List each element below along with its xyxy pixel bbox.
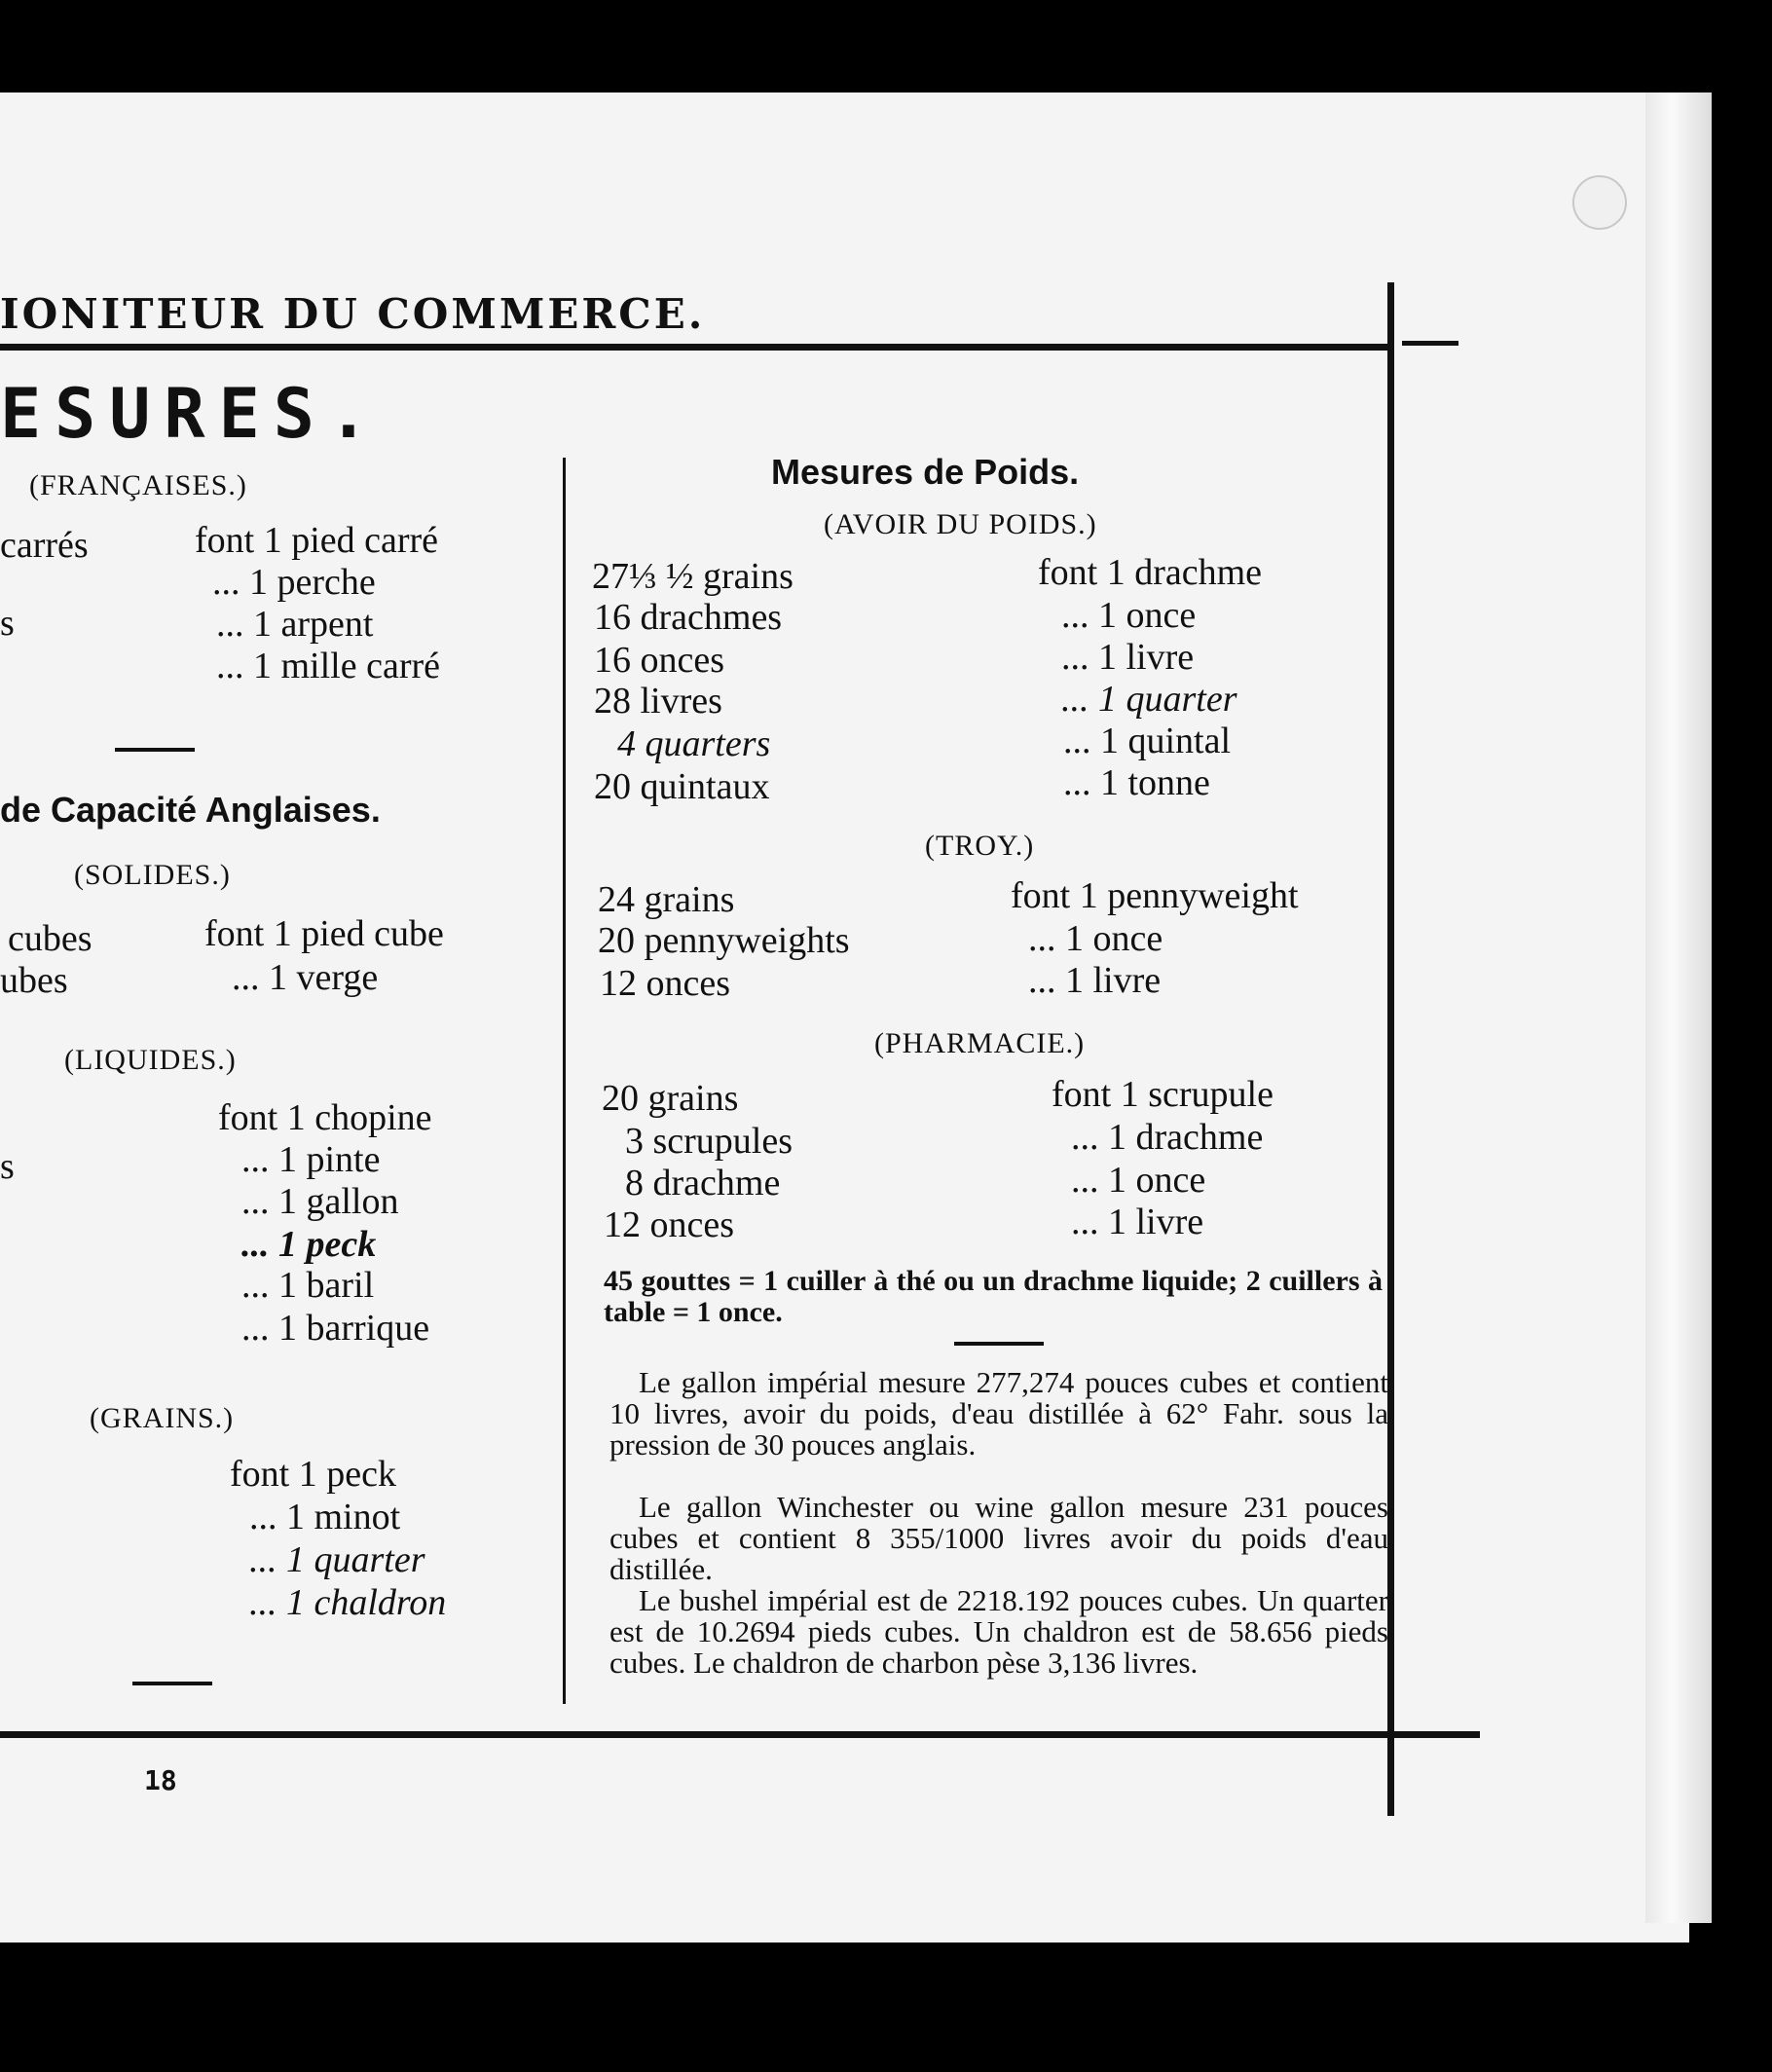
section-title: ESURES. bbox=[0, 374, 384, 454]
avoir-result-5: ... 1 tonne bbox=[1063, 762, 1210, 803]
gallon-winchester-note: Le gallon Winchester ou wine gallon mesure 231 pouces cubes et contient 8 355/1000 livres avoir du poids d'eau distillée. bbox=[609, 1490, 1388, 1586]
bushel-note: Le bushel impérial est de 2218.192 pouces cubes. Un quarter est de 10.2694 pieds cubes. Un chaldron est de 58.656 pieds cubes. Le chaldron de charbon pèse 3,136 livres. bbox=[609, 1583, 1388, 1680]
grains-result-2: ... 1 quarter bbox=[249, 1539, 425, 1580]
liquides-q-1: s bbox=[0, 1146, 15, 1187]
page-edge bbox=[1645, 92, 1712, 1923]
avoir-q-2: 16 onces bbox=[594, 640, 725, 681]
header-rule bbox=[0, 344, 1387, 351]
avoir-result-4: ... 1 quintal bbox=[1063, 721, 1232, 761]
avoir-result-3: ... 1 quarter bbox=[1061, 679, 1237, 720]
weights-title: Mesures de Poids. bbox=[771, 452, 1080, 492]
pharm-result-0: font 1 scrupule bbox=[1052, 1074, 1274, 1115]
notes-rule bbox=[954, 1342, 1044, 1346]
grains-result-0: font 1 peck bbox=[230, 1454, 396, 1495]
surface-q-0: carrés bbox=[0, 525, 89, 566]
solides-q-0: cubes bbox=[8, 918, 92, 959]
pharmacie-heading: (PHARMACIE.) bbox=[874, 1027, 1086, 1059]
column-divider bbox=[563, 458, 566, 1704]
pharm-q-3: 12 onces bbox=[604, 1204, 735, 1245]
drops-note: 45 gouttes = 1 cuiller à thé ou un drachme liquide; 2 cuillers à table = 1 once. bbox=[604, 1265, 1383, 1328]
pharm-result-2: ... 1 once bbox=[1071, 1160, 1206, 1201]
avoir-result-0: font 1 drachme bbox=[1038, 552, 1263, 593]
footer-rule bbox=[0, 1731, 1480, 1738]
solides-q-1: ubes bbox=[0, 960, 68, 1001]
pharm-result-3: ... 1 livre bbox=[1071, 1202, 1204, 1242]
surface-result-2: ... 1 arpent bbox=[216, 604, 374, 645]
liquides-result-1: ... 1 pinte bbox=[241, 1139, 381, 1180]
surface-result-1: ... 1 perche bbox=[212, 562, 376, 603]
pharm-q-2: 8 drachme bbox=[625, 1163, 781, 1203]
liquides-result-0: font 1 chopine bbox=[218, 1097, 432, 1138]
solides-result-1: ... 1 verge bbox=[232, 957, 379, 998]
solides-result-0: font 1 pied cube bbox=[204, 913, 444, 954]
liquides-result-3: ... 1 peck bbox=[241, 1224, 377, 1265]
surface-heading: (FRANÇAISES.) bbox=[29, 469, 247, 501]
surface-result-3: ... 1 mille carré bbox=[216, 646, 441, 686]
solides-heading: (SOLIDES.) bbox=[74, 859, 231, 891]
surface-q-2: s bbox=[0, 603, 15, 644]
troy-result-1: ... 1 once bbox=[1028, 918, 1163, 959]
troy-q-0: 24 grains bbox=[598, 879, 735, 920]
avoir-q-3: 28 livres bbox=[594, 681, 722, 722]
liquides-result-4: ... 1 baril bbox=[241, 1265, 375, 1306]
pharm-q-1: 3 scrupules bbox=[625, 1121, 794, 1162]
grains-heading: (GRAINS.) bbox=[90, 1402, 235, 1434]
liquides-result-2: ... 1 gallon bbox=[241, 1181, 399, 1222]
short-rule-bottom bbox=[132, 1682, 212, 1685]
short-rule bbox=[115, 748, 195, 752]
avoir-q-4: 4 quarters bbox=[617, 723, 771, 764]
pharm-result-1: ... 1 drachme bbox=[1071, 1117, 1264, 1158]
pharm-q-0: 20 grains bbox=[602, 1078, 739, 1119]
avoir-q-5: 20 quintaux bbox=[594, 766, 770, 807]
troy-heading: (TROY.) bbox=[925, 830, 1035, 862]
binding-hole bbox=[1572, 175, 1627, 230]
grains-result-1: ... 1 minot bbox=[249, 1497, 401, 1537]
troy-result-2: ... 1 livre bbox=[1028, 960, 1162, 1001]
gallon-imperial-note: Le gallon impérial mesure 277,274 pouces cubes et contient 10 livres, avoir du poids, d'eau distillée à 62° Fahr. sous la pression de 30 pouces anglais. bbox=[609, 1365, 1388, 1462]
troy-result-0: font 1 pennyweight bbox=[1011, 875, 1299, 916]
header-rule-tail bbox=[1402, 341, 1458, 346]
grains-result-3: ... 1 chaldron bbox=[249, 1582, 447, 1623]
surface-result-0: font 1 pied carré bbox=[195, 520, 439, 561]
running-header: IONITEUR DU COMMERCE. bbox=[0, 290, 706, 338]
avoir-q-0: 27⅓ ½ grains bbox=[592, 556, 794, 597]
troy-q-1: 20 pennyweights bbox=[598, 920, 850, 961]
page-number: 18 bbox=[144, 1764, 177, 1796]
right-vertical-rule bbox=[1387, 282, 1394, 1816]
avoir-result-1: ... 1 once bbox=[1061, 595, 1197, 636]
avoirdupois-heading: (AVOIR DU POIDS.) bbox=[824, 508, 1097, 540]
avoir-q-1: 16 drachmes bbox=[594, 597, 783, 638]
liquides-heading: (LIQUIDES.) bbox=[64, 1044, 237, 1076]
liquides-result-5: ... 1 barrique bbox=[241, 1308, 430, 1349]
troy-q-2: 12 onces bbox=[600, 963, 731, 1004]
capacity-heading: de Capacité Anglaises. bbox=[0, 790, 381, 830]
avoir-result-2: ... 1 livre bbox=[1061, 637, 1195, 678]
